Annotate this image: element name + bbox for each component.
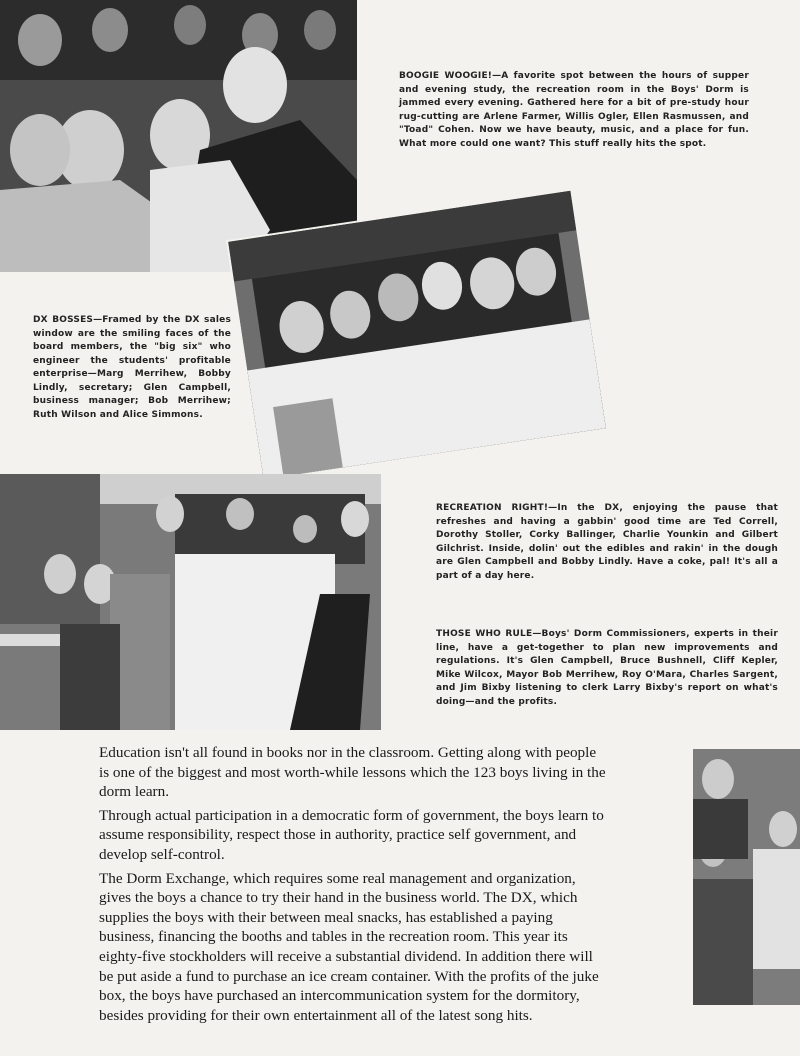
photo-dorm-commissioners [693,749,800,1005]
caption-boogie-head: BOOGIE WOOGIE! [399,71,493,81]
caption-boogie-woogie [399,70,749,151]
caption-rule-head: THOSE WHO RULE [436,629,533,639]
photo-dx-bosses [228,191,606,480]
body-paragraph-2: Through actual participation in a democratic form of government, the boys learn to assume responsibility, respect those in authority, practice self government, and develop self-control. [99,806,604,863]
caption-boogie-text: —A favorite spot between the hours of supper and evening study, the recreation room in the Boys' Dorm is jammed every evening. Gathered here for a bit of pre-study hour rug-cutting are Arlene Farmer, Willis Ogler, Ellen Rasmussen, and "Toad" Cohen. Now we have beauty, music, and a place for fun. What more could one want? This stuff really hits the spot. [399,71,749,149]
photo-recreation-right [0,474,381,730]
caption-dx-bosses [33,314,231,422]
caption-rule-text: —Boys' Dorm Commissioners, experts in their line, have a get-together to plan new improvements and regulations. It's Glen Campbell, Bruce Bushnell, Cliff Kepler, Mike Wilcox, Mayor Bob Merrihew, Roy O'Mara, Charles Sargent, and Jim Bixby listening to clerk Larry Bixby's report on what's doing—and the profits. [436,629,778,707]
caption-recreation-right [436,502,778,583]
body-paragraph-3: The Dorm Exchange, which requires some real management and organization, gives the boys a chance to try their hand in the business world. The DX, which supplies the boys with their between meal snacks, has established a paying business, financing the booths and tables in the recreation room. This year its eighty-five stockholders will receive a substantial dividend. In addition there will be put aside a fund to purchase an ice cream container. With the profits of the juke box, the boys have purchased an intercommunication system for the dormitory, besides providing for their own entertainment all of the latest song hits. [99,869,599,1024]
body-paragraph-1: Education isn't all found in books nor in the classroom. Getting along with people is one of the biggest and most worth-while lessons which the 123 boys living in the dorm learn. [99,744,606,801]
caption-those-who-rule [436,628,778,709]
caption-dx-bosses-text: —Framed by the DX sales window are the smiling faces of the board members, the "big six" who engineer the students' profitable enterprise—Marg Merrihew, Bobby Lindly, secretary; Glen Campbell, business manager; Bob Merrihew; Ruth Wilson and Alice Simmons. [33,315,231,420]
caption-recreation-text: —In the DX, enjoying the pause that refreshes and having a gabbin' good time are Ted Correll, Dorothy Stoller, Corky Ballinger, Charlie Younkin and Gilbert Gilchrist. Inside, dolin' out the edibles and rakin' in the dough are Glen Campbell and Bobby Lindly. Have a coke, pal! It's all a part of a day here. [436,503,778,581]
caption-dx-bosses-head: DX BOSSES [33,315,94,325]
caption-recreation-head: RECREATION RIGHT! [436,503,549,513]
article-body [99,743,609,1029]
